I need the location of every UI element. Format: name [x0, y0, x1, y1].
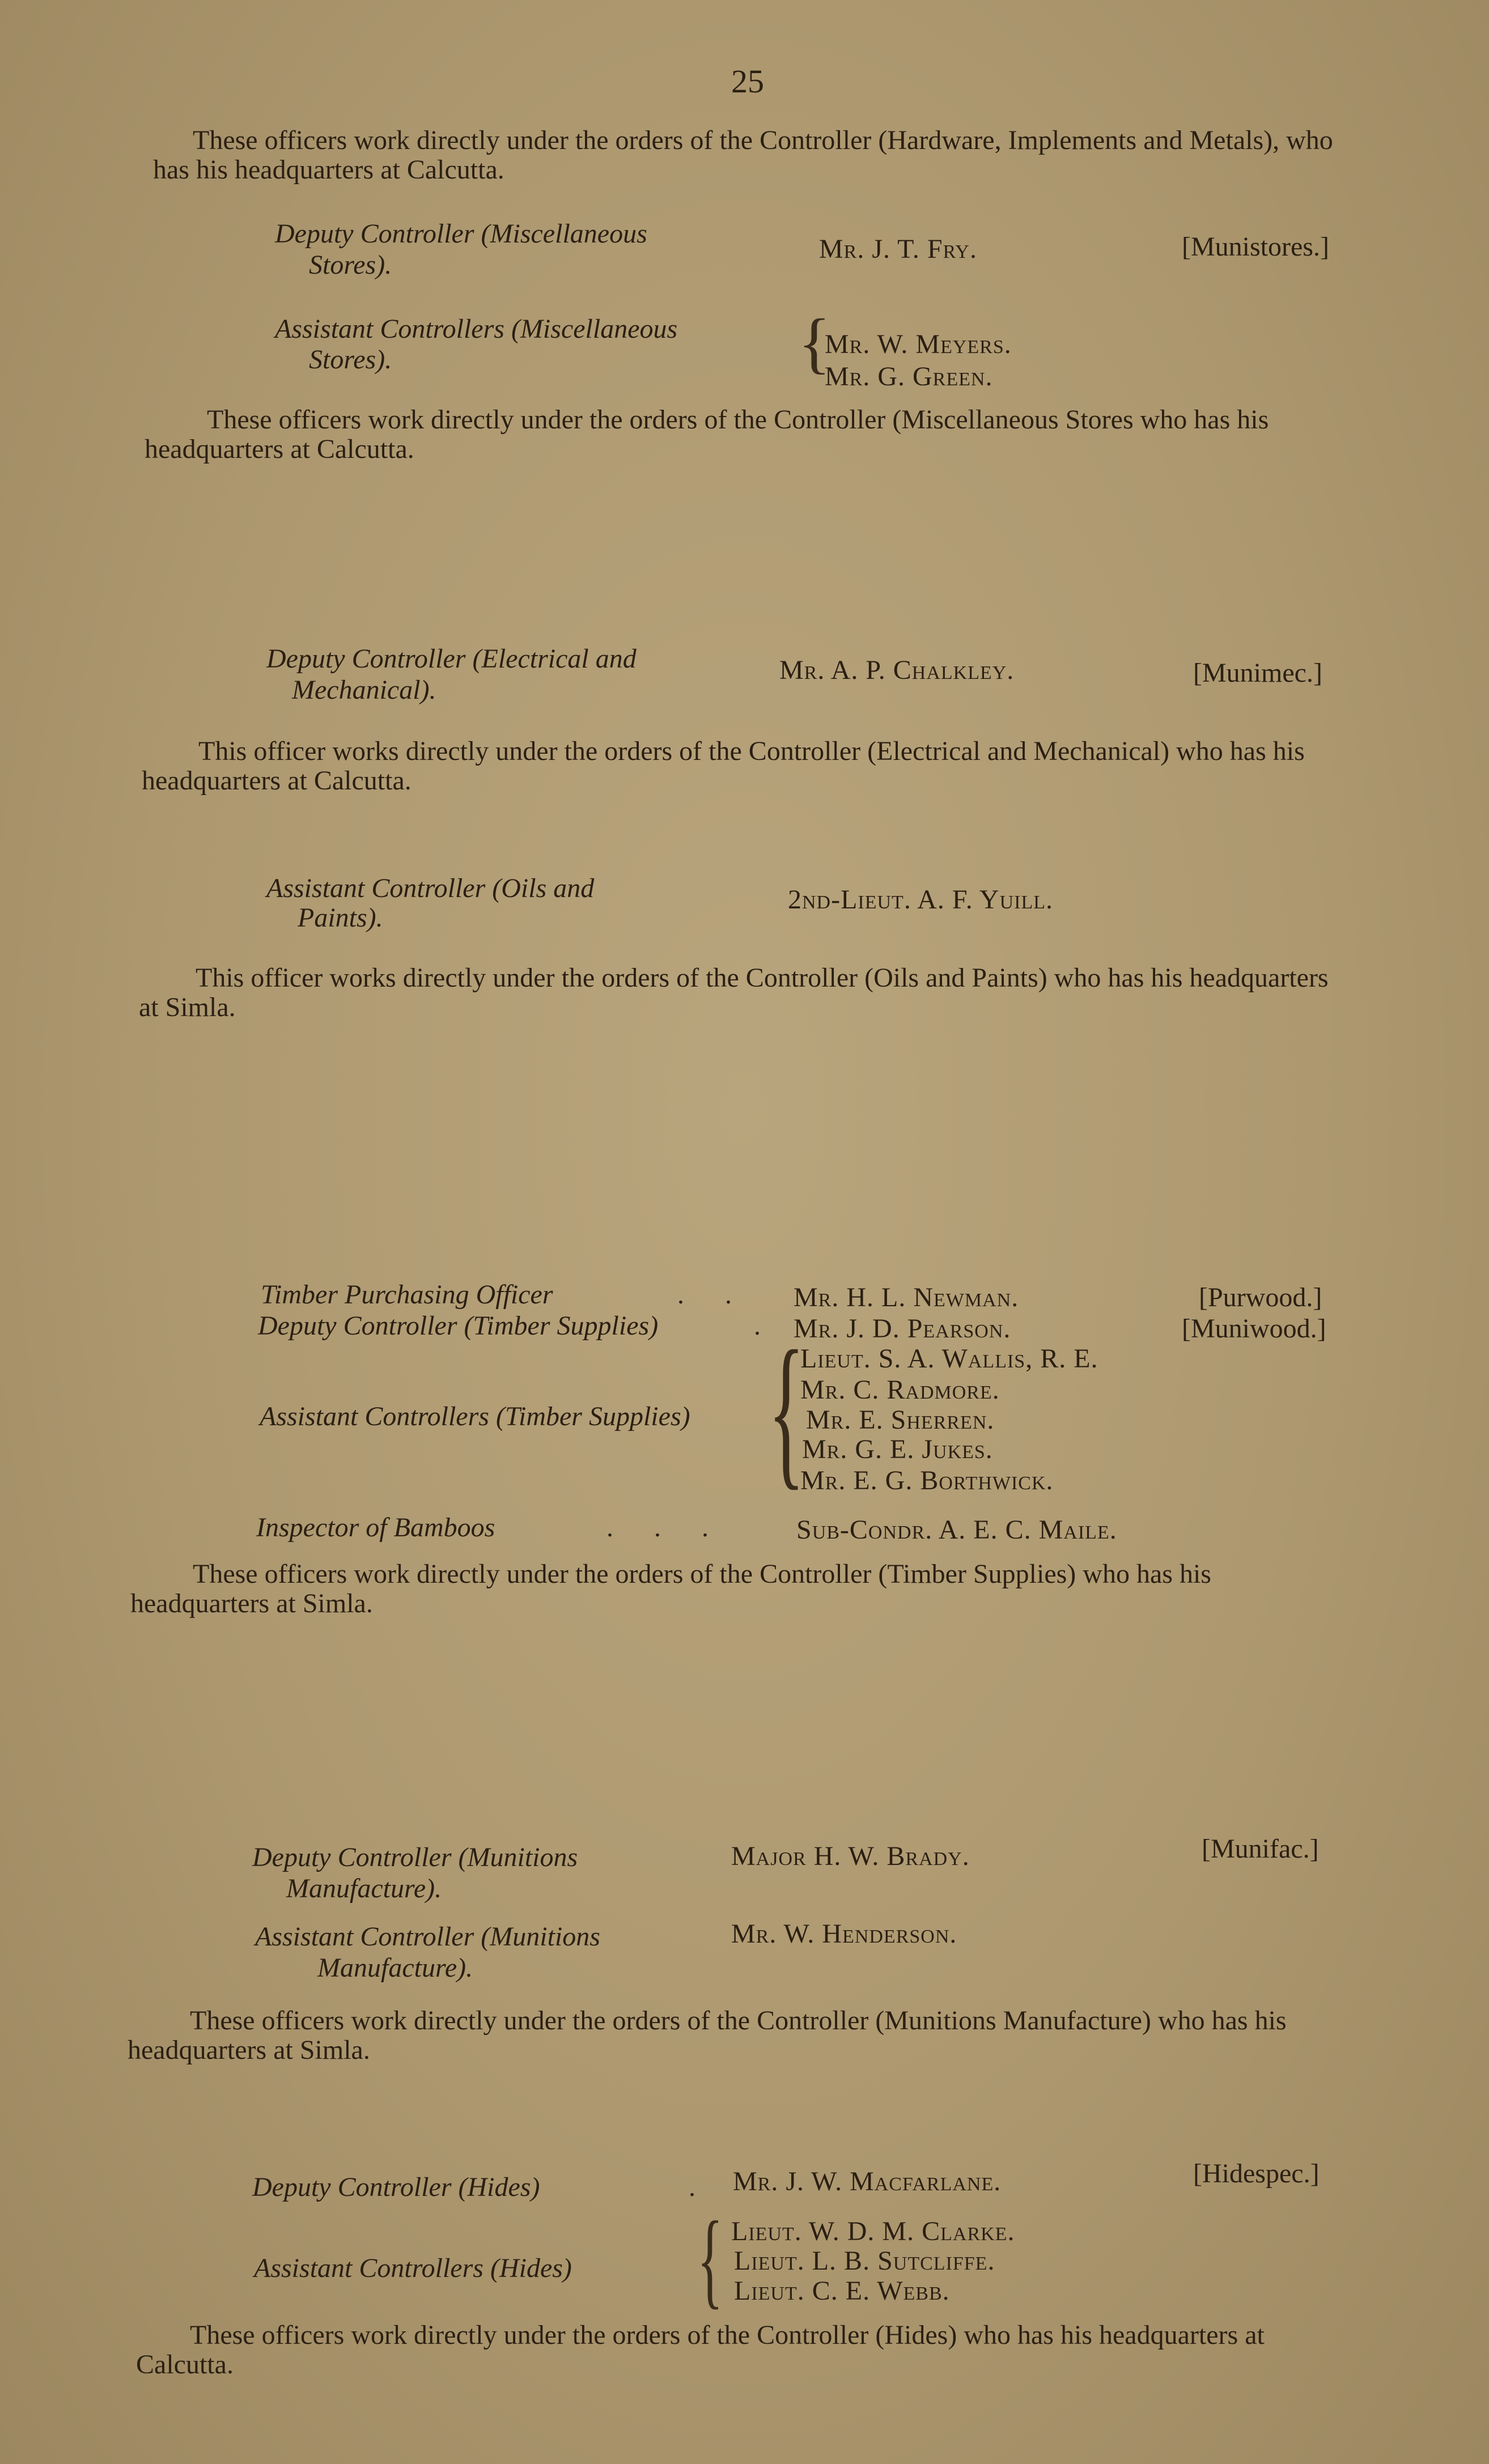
- telegraphic-code: [Hidespec.]: [1193, 2159, 1320, 2189]
- entry-name: Mr. J. D. Pearson.: [794, 1314, 1011, 1344]
- entry-name: Lieut. W. D. M. Clarke.: [731, 2216, 1015, 2246]
- entry-name: Mr. W. Meyers.: [825, 329, 1012, 359]
- entry-title-cont: Paints).: [298, 903, 383, 933]
- telegraphic-code: [Munistores.]: [1182, 232, 1329, 262]
- entry-name: Mr. C. Radmore.: [800, 1375, 1000, 1405]
- entry-title: Timber Purchasing Officer: [261, 1280, 553, 1310]
- entry-title-cont: Manufacture).: [317, 1953, 473, 1983]
- entry-title: Assistant Controllers (Miscellaneous: [275, 314, 678, 344]
- entry-title: Deputy Controller (Electrical and: [266, 644, 637, 674]
- entry-name: Mr. H. L. Newman.: [794, 1282, 1019, 1312]
- entry-name: Mr. J. T. Fry.: [819, 234, 977, 264]
- telegraphic-code: [Muniwood.]: [1182, 1314, 1326, 1344]
- entry-name: Mr. E. Sherren.: [806, 1405, 995, 1435]
- dot-leader: .: [689, 2172, 695, 2202]
- brace: {: [798, 305, 831, 380]
- entry-title: Deputy Controller (Hides): [252, 2172, 540, 2202]
- dot-leader: . . .: [606, 1513, 709, 1543]
- section-note: These officers work directly under the orders of the Controller (Hides) who has his headquarters at Calcutta.: [136, 2320, 1265, 2380]
- telegraphic-code: [Munifac.]: [1202, 1834, 1319, 1864]
- entry-name: Sub-Condr. A. E. C. Maile.: [796, 1515, 1117, 1545]
- entry-title-cont: Manufacture).: [286, 1874, 442, 1904]
- dot-leader: .: [754, 1311, 761, 1341]
- entry-name: Mr. J. W. Macfarlane.: [733, 2166, 1002, 2197]
- entry-title-cont: Mechanical).: [292, 675, 436, 705]
- entry-title: Inspector of Bamboos: [256, 1513, 495, 1543]
- entry-name: Lieut. S. A. Wallis, R. E.: [800, 1344, 1098, 1374]
- page-number: 25: [731, 63, 764, 100]
- telegraphic-code: [Munimec.]: [1193, 658, 1322, 688]
- entry-name: Mr. E. G. Borthwick.: [800, 1465, 1054, 1496]
- entry-name: Major H. W. Brady.: [731, 1841, 970, 1871]
- entry-title: Assistant Controllers (Timber Supplies): [260, 1401, 690, 1431]
- entry-name: Lieut. L. B. Sutcliffe.: [734, 2246, 995, 2276]
- section-note: These officers work directly under the orders of the Controller (Miscellaneous Stores who has his headquarters at Calcutta.: [145, 405, 1269, 464]
- brace: {: [697, 2200, 723, 2319]
- entry-title: Assistant Controller (Munitions: [255, 1922, 600, 1952]
- entry-title: Assistant Controllers (Hides): [254, 2253, 572, 2283]
- entry-title: Deputy Controller (Munitions: [252, 1842, 578, 1872]
- dot-leader: . .: [677, 1280, 732, 1310]
- section-note: These officers work directly under the orders of the Controller (Munitions Manufacture) who has his headquarters at Simla.: [128, 2006, 1287, 2065]
- entry-name: Mr. W. Henderson.: [731, 1919, 957, 1949]
- telegraphic-code: [Purwood.]: [1199, 1282, 1322, 1312]
- entry-title: Deputy Controller (Timber Supplies): [258, 1311, 659, 1341]
- entry-name: Mr. A. P. Chalkley.: [779, 655, 1015, 685]
- entry-name: 2nd-Lieut. A. F. Yuill.: [788, 885, 1053, 915]
- section-note: This officer works directly under the orders of the Controller (Electrical and Mechanical) who has his headquarters at Calcutta.: [142, 736, 1305, 796]
- entry-name: Lieut. C. E. Webb.: [734, 2276, 950, 2306]
- section-note: These officers work directly under the orders of the Controller (Timber Supplies) who has his headquarters at Simla.: [130, 1559, 1211, 1618]
- entry-title: Assistant Controller (Oils and: [266, 873, 595, 903]
- brace: {: [768, 1316, 805, 1504]
- entry-name: Mr. G. Green.: [825, 362, 993, 392]
- section-intro: These officers work directly under the orders of the Controller (Hardware, Implements and Metals), who has his headquarters at Calcutta.: [153, 125, 1333, 185]
- section-note: This officer works directly under the orders of the Controller (Oils and Paints) who has his headquarters at Simla.: [139, 963, 1329, 1022]
- entry-title-cont: Stores).: [309, 250, 392, 280]
- entry-title: Deputy Controller (Miscellaneous: [275, 219, 647, 249]
- entry-title-cont: Stores).: [309, 345, 392, 375]
- entry-name: Mr. G. E. Jukes.: [802, 1434, 993, 1464]
